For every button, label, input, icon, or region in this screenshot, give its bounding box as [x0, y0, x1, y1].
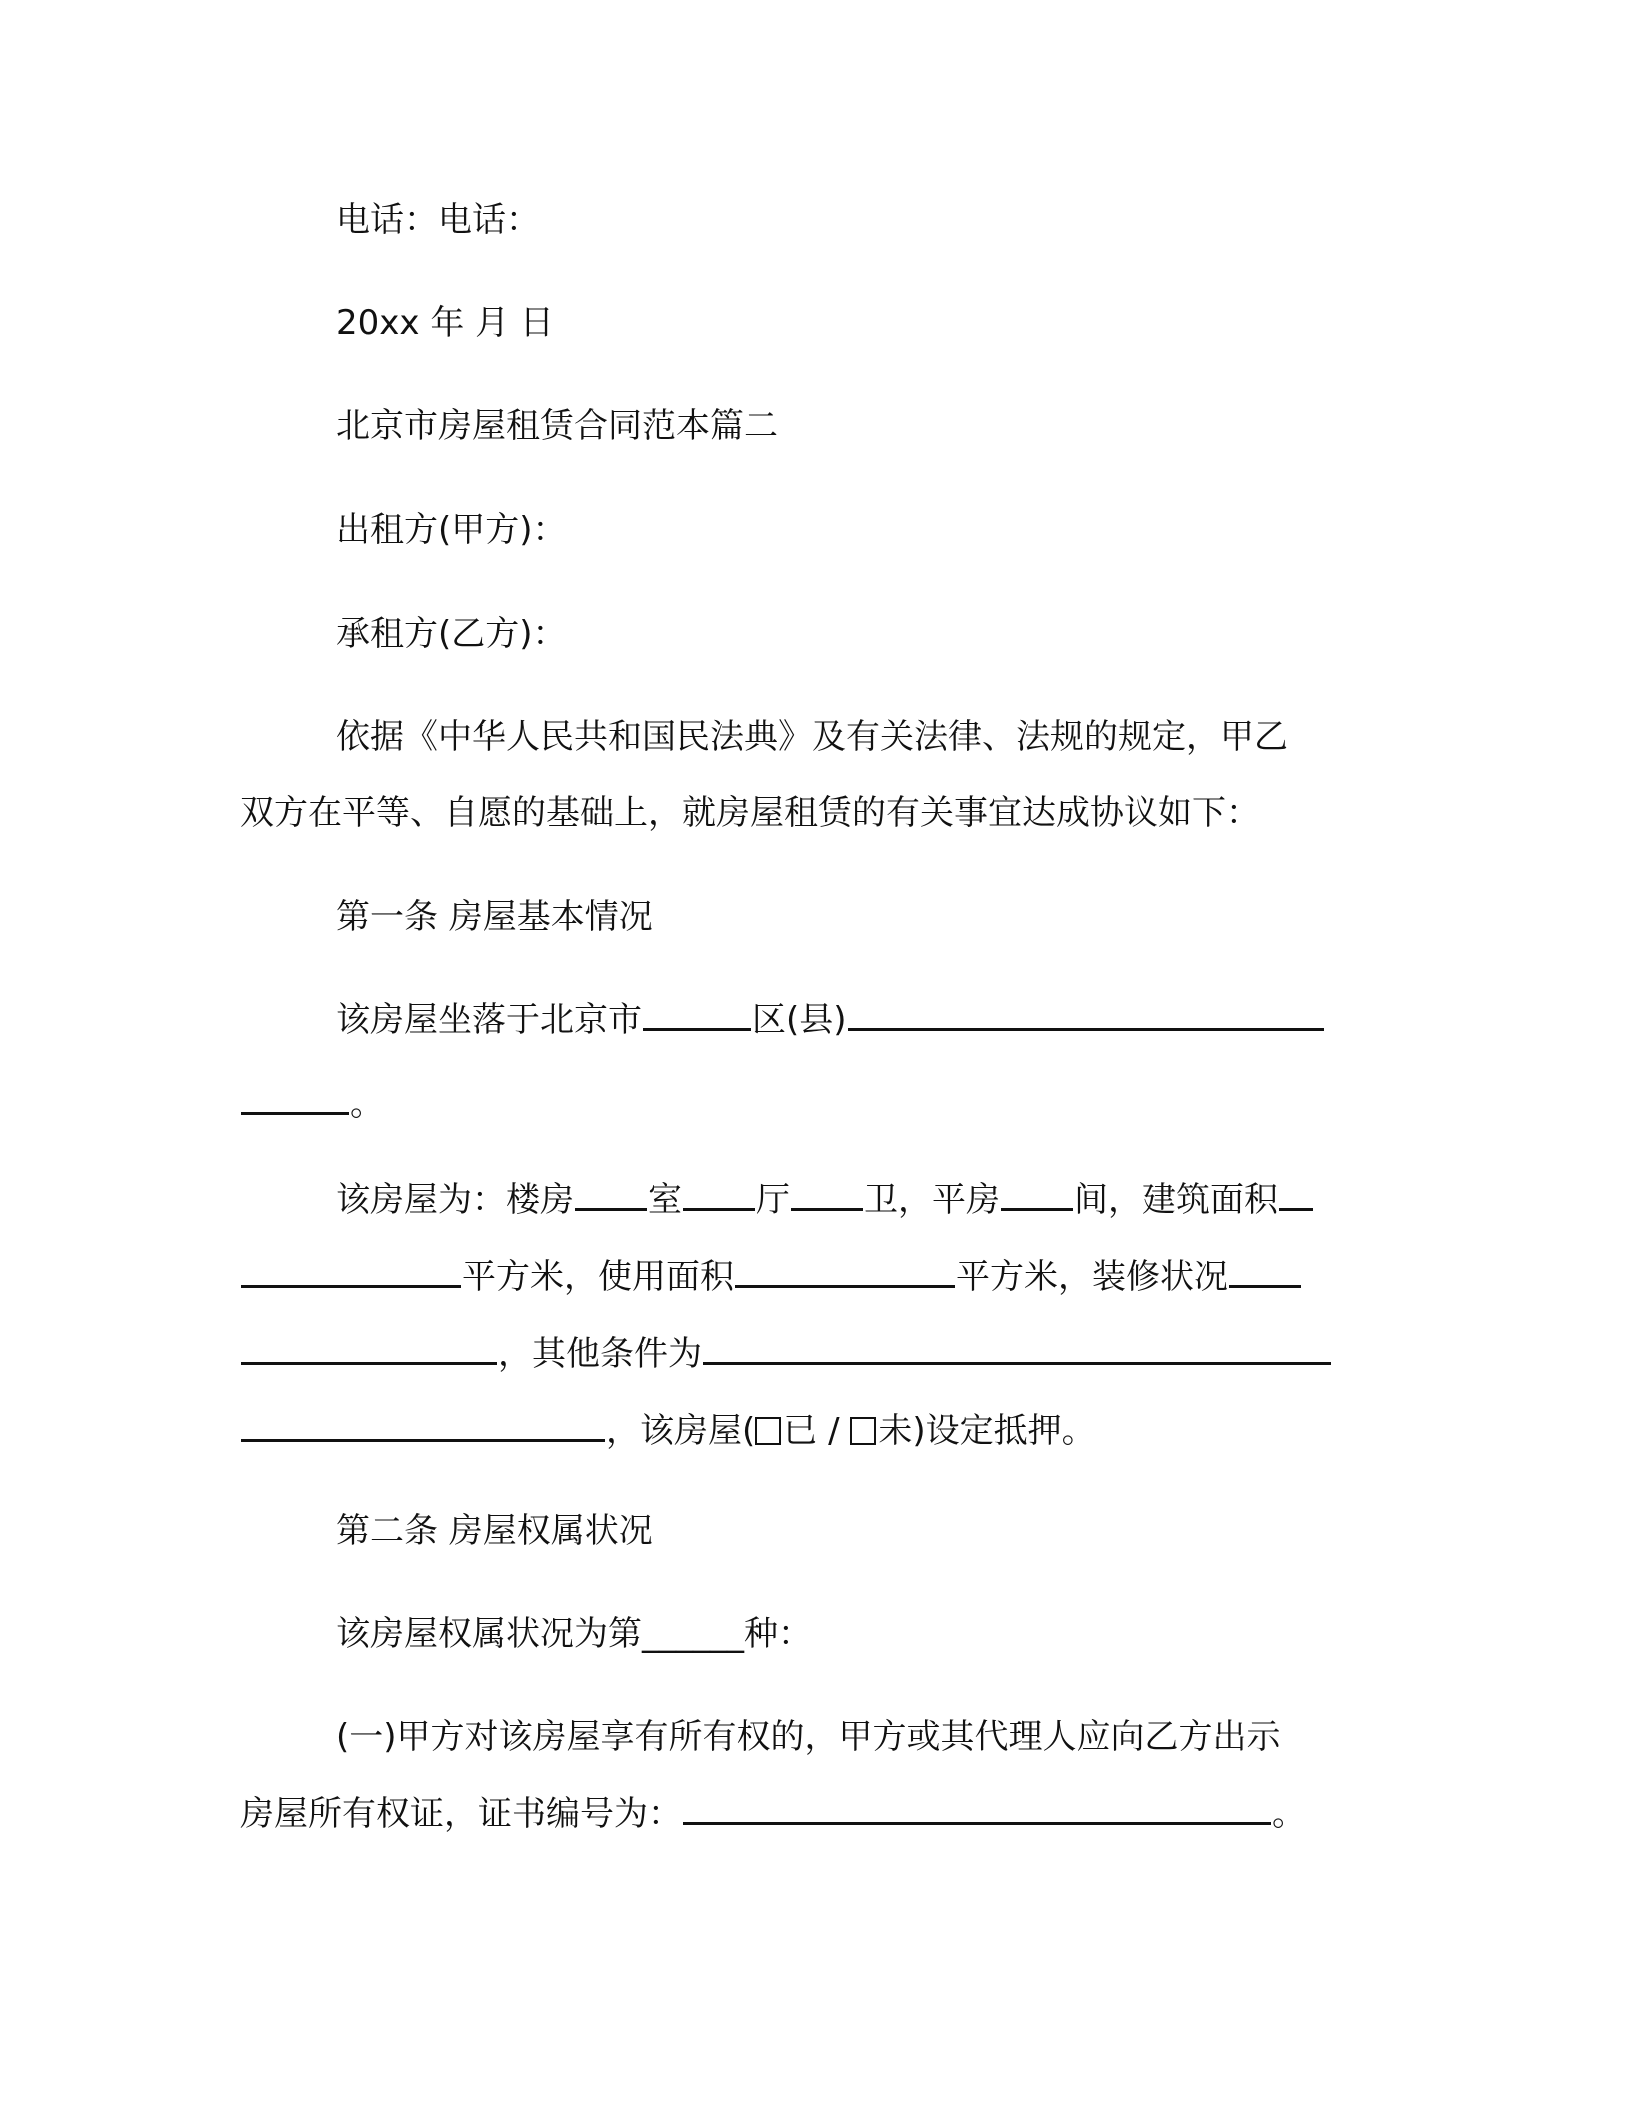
bungalow-count-blank[interactable] — [1001, 1178, 1073, 1211]
preamble-line-2: 双方在平等、自愿的基础上，就房屋租赁的有关事宜达成协议如下： — [240, 793, 1260, 833]
certificate-number-blank[interactable] — [683, 1792, 1271, 1825]
other-conditions-blank[interactable] — [703, 1332, 1331, 1365]
article-1-title: 第一条 房屋基本情况 — [336, 897, 653, 937]
location-line-2 — [240, 1080, 384, 1128]
sqm-use-label: 平方米，使用面积 — [462, 1257, 734, 1297]
date-line: 20xx 年 月 日 — [336, 303, 554, 343]
usable-area-blank[interactable] — [735, 1255, 955, 1288]
rooms-line-2 — [240, 1253, 1302, 1301]
article-2-title: 第二条 房屋权属状况 — [336, 1511, 653, 1551]
room-count-blank[interactable] — [575, 1178, 647, 1211]
lessor-label: 出租方(甲方)： — [336, 510, 567, 550]
district-label: 区(县) — [752, 1000, 847, 1040]
certificate-label: 房屋所有权证，证书编号为： — [240, 1794, 682, 1834]
other-conditions-blank-cont[interactable] — [241, 1409, 605, 1442]
other-conditions-label: ，其他条件为 — [498, 1334, 702, 1374]
clause-1-line-2 — [240, 1790, 1306, 1838]
bath-count-blank[interactable] — [791, 1178, 863, 1211]
mortgage-prefix: ，该房屋( — [606, 1411, 756, 1451]
room-label: 室 — [648, 1180, 682, 1220]
address-blank[interactable] — [848, 998, 1324, 1031]
mortgaged-checkbox[interactable] — [755, 1417, 781, 1445]
not-mortgaged-checkbox[interactable] — [850, 1417, 876, 1445]
preamble-line-1: 依据《中华人民共和国民法典》及有关法律、法规的规定，甲乙 — [336, 717, 1288, 757]
hall-label: 厅 — [756, 1180, 790, 1220]
decoration-blank[interactable] — [1229, 1255, 1301, 1288]
hall-count-blank[interactable] — [683, 1178, 755, 1211]
contract-title: 北京市房屋租赁合同范本篇二 — [336, 406, 778, 446]
location-prefix: 该房屋坐落于北京市 — [336, 1000, 642, 1040]
rooms-line-3 — [240, 1330, 1332, 1378]
jian-label: 间，建筑面积 — [1074, 1180, 1278, 1220]
phone-line: 电话：电话： — [336, 200, 540, 240]
rooms-line-4 — [240, 1407, 1096, 1455]
sqm-deco-label: 平方米，装修状况 — [956, 1257, 1228, 1297]
ownership-type-line — [336, 1610, 812, 1658]
address-blank-cont[interactable] — [241, 1082, 349, 1115]
certificate-end: 。 — [1272, 1794, 1306, 1834]
district-blank[interactable] — [643, 998, 751, 1031]
ownership-type-blank[interactable]: ______ — [642, 1614, 744, 1654]
rooms-line-1 — [336, 1176, 1314, 1224]
ownership-suffix: 种： — [744, 1614, 812, 1654]
not-yet-label: 未)设定抵押。 — [878, 1411, 1096, 1451]
rooms-prefix: 该房屋为：楼房 — [336, 1180, 574, 1220]
ownership-prefix: 该房屋权属状况为第 — [336, 1614, 642, 1654]
building-area-blank[interactable] — [1279, 1178, 1313, 1211]
bath-label: 卫，平房 — [864, 1180, 1000, 1220]
decoration-blank-cont[interactable] — [241, 1332, 497, 1365]
already-label: 已 / — [783, 1411, 851, 1451]
clause-1-line-1: (一)甲方对该房屋享有所有权的，甲方或其代理人应向乙方出示 — [336, 1717, 1281, 1757]
location-end: 。 — [350, 1084, 384, 1124]
lessee-label: 承租方(乙方)： — [336, 614, 567, 654]
building-area-blank-cont[interactable] — [241, 1255, 461, 1288]
location-line — [336, 996, 1325, 1044]
